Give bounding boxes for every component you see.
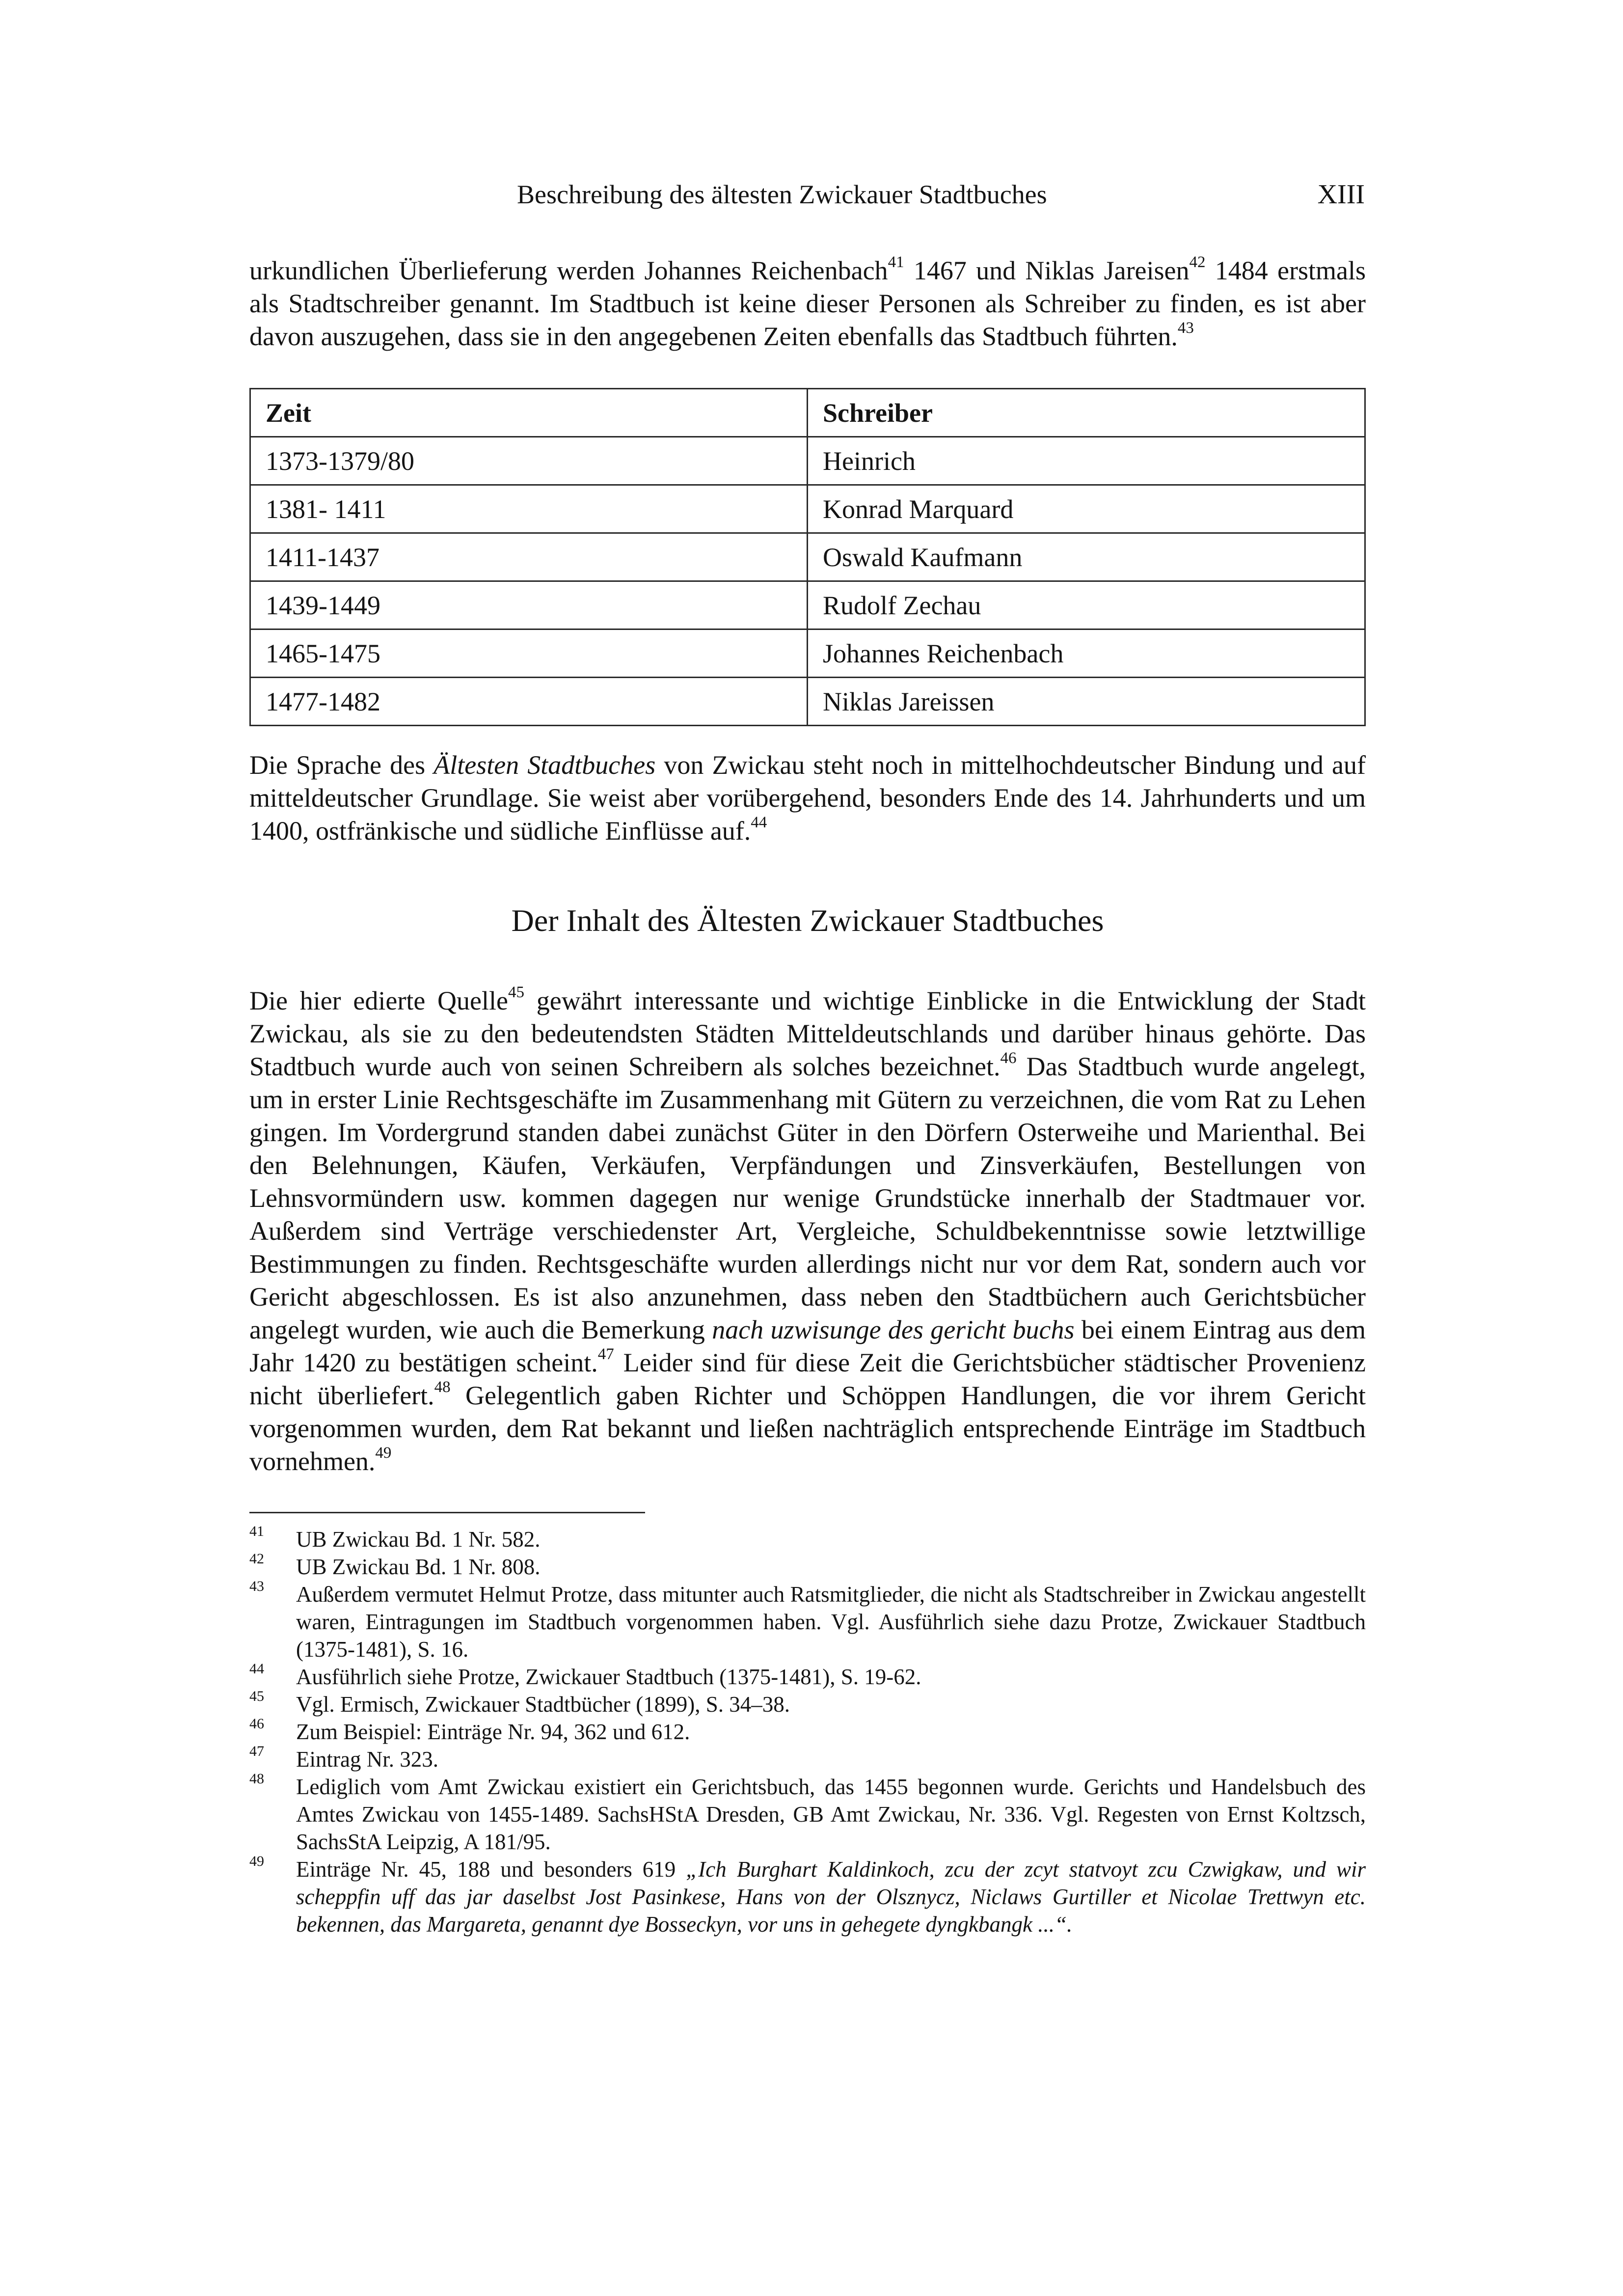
- text-run: Die Sprache des: [249, 750, 434, 780]
- footnote-ref-48[interactable]: 48: [434, 1378, 451, 1396]
- table-cell-period: 1477-1482: [250, 678, 808, 726]
- text-run: von Zwickau steht noch in mittelhochdeutscher Bindung und auf mitteldeutscher Grundlage. Sie weist aber vorübergehend, besonders Ende des 14. Jahrhunderts und um 1400, ostfränkische und südliche Einflüsse auf.: [249, 750, 1366, 846]
- table-cell-period: 1465-1475: [250, 629, 808, 678]
- italic-quote: nach uzwisunge des gericht buchs: [712, 1315, 1075, 1344]
- footnote-text: Außerdem vermutet Helmut Protze, dass mitunter auch Ratsmitglieder, die nicht als Stadtschreiber in Zwickau angestellt waren, Eintragungen im Stadtbuch vorgenommen haben. Vgl. Ausführlich siehe dazu Protze, Zwickauer Stadtbuch (1375-1481), S. 16.: [296, 1582, 1366, 1662]
- page-number: XIII: [1317, 179, 1365, 210]
- table-row: [250, 678, 1365, 726]
- footnote-47: [249, 1743, 1366, 1773]
- footnote-number: 41: [249, 1523, 264, 1539]
- running-head: [249, 175, 1365, 214]
- footnote-divider: [249, 1512, 645, 1513]
- footnote-49: [249, 1853, 1366, 1938]
- footnote-ref-43[interactable]: 43: [1177, 319, 1194, 337]
- table-header-cell: Schreiber: [808, 389, 1365, 437]
- text-run: Das Stadtbuch wurde angelegt, um in erster Linie Rechtsgeschäfte im Zusammenhang mit Gütern zu verzeichnen, die vom Rat zu Lehen gingen. Im Vordergrund standen dabei zunächst Güter in den Dörfern Osterweihe und Marienthal. Bei den Belehnungen, Käufen, Verkäufen, Verpfändungen und Zinsverkäufen, Bestellungen von Lehnsvormündern usw. kommen dagegen nur wenige Grundstücke innerhalb der Stadtmauer vor. Außerdem sind Verträge verschiedenster Art, Vergleiche, Schuldbekenntnisse sowie letztwillige Bestimmungen zu finden. Rechtsgeschäfte wurden allerdings nicht nur vor dem Rat, sondern auch vor Gericht abgeschlossen. Es ist also anzunehmen, dass neben den Stadtbüchern auch Gerichtsbücher angelegt wurden, wie auch die Bemerkung: [249, 1052, 1366, 1344]
- footnote-number: 44: [249, 1661, 264, 1677]
- table-row: [250, 533, 1365, 581]
- table-row: [250, 629, 1365, 678]
- table-cell-period: 1373-1379/80: [250, 437, 808, 485]
- footnote-number: 42: [249, 1551, 264, 1567]
- footnote-ref-42[interactable]: 42: [1189, 253, 1206, 271]
- footnote-text: Zum Beispiel: Einträge Nr. 94, 362 und 612.: [296, 1720, 690, 1744]
- table-row: [250, 581, 1365, 629]
- intro-paragraph: [249, 254, 1366, 353]
- footnotes: [249, 1523, 1366, 1938]
- footnote-41: [249, 1523, 1366, 1553]
- footnote-ref-45[interactable]: 45: [508, 984, 524, 1001]
- text-run: gewährt interessante und wichtige Einblicke in die Entwicklung der Stadt Zwickau, als sie zu den bedeutendsten Städten Mitteldeutschlands und darüber hinaus gehörte. Das Stadtbuch wurde auch von seinen Schreibern als solches bezeichnet.: [249, 986, 1366, 1081]
- table-cell-scribe: Oswald Kaufmann: [808, 533, 1365, 581]
- footnote-number: 43: [249, 1578, 264, 1594]
- footnote-text: Einträge Nr. 45, 188 und besonders 619: [296, 1857, 686, 1882]
- text-run: Leider sind für diese Zeit die Gerichtsbücher städtischer Provenienz nicht überliefert.: [249, 1348, 1366, 1410]
- table-cell-scribe: Niklas Jareissen: [808, 678, 1365, 726]
- footnote-number: 45: [249, 1688, 264, 1704]
- footnote-ref-46[interactable]: 46: [1000, 1049, 1017, 1067]
- text-run: urkundlichen Überlieferung werden Johannes Reichenbach: [249, 256, 888, 285]
- text-run: bei einem Eintrag aus dem Jahr 1420 zu bestätigen scheint.: [249, 1315, 1366, 1377]
- footnote-48: [249, 1773, 1366, 1856]
- footnote-text: UB Zwickau Bd. 1 Nr. 582.: [296, 1527, 541, 1552]
- table-cell-period: 1439-1449: [250, 581, 808, 629]
- table-cell-scribe: Konrad Marquard: [808, 485, 1365, 533]
- running-title: Beschreibung des ältesten Zwickauer Stadtbuches: [517, 180, 1047, 209]
- footnote-text: UB Zwickau Bd. 1 Nr. 808.: [296, 1555, 541, 1579]
- footnote-43: [249, 1578, 1366, 1663]
- section-heading: Der Inhalt des Ältesten Zwickauer Stadtbuches: [511, 903, 1104, 938]
- scribes-table: [249, 388, 1366, 726]
- footnote-number: 47: [249, 1743, 264, 1759]
- text-run: 1467 und Niklas Jareisen: [904, 256, 1190, 285]
- text-run: 1484 erstmals als Stadtschreiber genannt. Im Stadtbuch ist keine dieser Personen als Schreiber zu finden, es ist aber davon auszugehen, dass sie in den angegebenen Zeiten ebenfalls das Stadtbuch führten.: [249, 256, 1366, 351]
- footnote-text: Vgl. Ermisch, Zwickauer Stadtbücher (1899), S. 34–38.: [296, 1692, 790, 1717]
- italic-title: Ältesten Stadtbuches: [433, 750, 656, 780]
- footnote-ref-41[interactable]: 41: [888, 253, 904, 271]
- text-run: Gelegentlich gaben Richter und Schöppen Handlungen, die vor ihrem Gericht vorgenommen wurden, dem Rat bekannt und ließen nachträglich entsprechende Einträge im Stadtbuch vornehmen.: [249, 1381, 1366, 1476]
- footnote-46: [249, 1718, 1366, 1746]
- footnote-number: 49: [249, 1853, 264, 1869]
- footnote-ref-49[interactable]: 49: [375, 1444, 392, 1462]
- footnote-45: [249, 1688, 1366, 1718]
- table-cell-scribe: Rudolf Zechau: [808, 581, 1365, 629]
- footnote-text: Lediglich vom Amt Zwickau existiert ein Gerichtsbuch, das 1455 begonnen wurde. Gerichts und Handelsbuch des Amtes Zwickau von 1455-1489. SachsHStA Dresden, GB Amt Zwickau, Nr. 336. Vgl. Regesten von Ernst Koltzsch, SachsStA Leipzig, A 181/95.: [296, 1775, 1366, 1854]
- footnote-44: [249, 1663, 1366, 1691]
- footnote-number: 46: [249, 1716, 264, 1732]
- table-cell-period: 1381- 1411: [250, 485, 808, 533]
- language-paragraph: [249, 749, 1366, 847]
- footnote-ref-44[interactable]: 44: [751, 814, 767, 831]
- table-header-row: [250, 389, 1365, 437]
- table-cell-period: 1411-1437: [250, 533, 808, 581]
- table-row: [250, 437, 1365, 485]
- table-cell-scribe: Johannes Reichenbach: [808, 629, 1365, 678]
- footnote-text: Eintrag Nr. 323.: [296, 1747, 438, 1772]
- footnote-text: Ausführlich siehe Protze, Zwickauer Stadtbuch (1375-1481), S. 19-62.: [296, 1665, 921, 1689]
- text-run: Die hier edierte Quelle: [249, 986, 508, 1015]
- footnote-42: [249, 1553, 1366, 1581]
- footnote-ref-47[interactable]: 47: [597, 1345, 614, 1363]
- table-cell-scribe: Heinrich: [808, 437, 1365, 485]
- table-row: [250, 485, 1365, 533]
- footnote-quote: „Ich Burghart Kaldinkoch, zcu der zcyt statvoyt zcu Czwigkaw, und wir scheppfin uff das jar daselbst Jost Pasinkese, Hans von der Olsznycz, Niclaws Gurtiller et Nicolae Trettwyn etc. bekennen, das Margareta, genannt dye Bosseckyn, vor uns in gehegete dyngkbangk ...“.: [296, 1857, 1366, 1937]
- content-paragraph: [249, 984, 1366, 1478]
- table-header-cell: Zeit: [250, 389, 808, 437]
- footnote-number: 48: [249, 1771, 264, 1787]
